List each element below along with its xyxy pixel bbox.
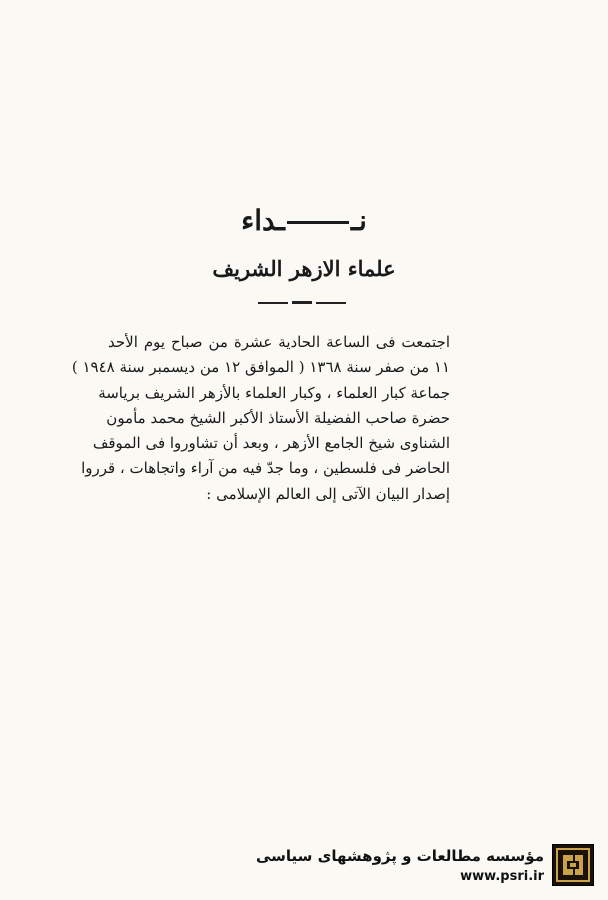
paragraph-line: إصدار البيان الآتى إلى العالم الإسلامى : [206,484,450,503]
title-part-end: ـداء [241,204,285,237]
section-divider [258,302,346,304]
paragraph-line: الحاضر فى فلسطين ، وما جدّ فيه من آراء واتجاهات ، قرروا [81,459,450,478]
paragraph-line: الشناوى شيخ الجامع الأزهر ، وبعد أن تشاوروا فى الموقف [92,434,450,453]
divider-segment [258,302,288,304]
logo-graphic [553,845,593,885]
paragraph-line: اجتمعت فى الساعة الحادية عشرة من صباح يوم الأحد [108,333,450,351]
body-paragraph [71,330,450,507]
publisher-name: مؤسسه مطالعات و پژوهشهای سیاسی [255,846,544,865]
psri-logo-icon [552,844,594,886]
title-part-start: نـ [350,204,367,237]
paragraph-line: حضرة صاحب الفضيلة الأستاذ الأكبر الشيخ محمد مأمون [106,408,450,427]
divider-segment [316,302,346,304]
page-subtitle: علماء الازهر الشريف [212,256,396,281]
publisher-website[interactable]: www.psri.ir [460,868,544,884]
publisher-footer [256,844,594,886]
paragraph-line: جماعة كبار العلماء ، وكبار العلماء بالأزهر الشريف برياسة [98,383,450,402]
page-title [0,204,608,237]
paragraph-line: ١١ من صفر سنة ١٣٦٨ ( الموافق ١٢ من ديسمبر سنة ١٩٤٨ ) [71,358,450,377]
title-kashida-stroke [287,221,349,224]
divider-segment [292,301,312,304]
publisher-info [256,847,544,884]
